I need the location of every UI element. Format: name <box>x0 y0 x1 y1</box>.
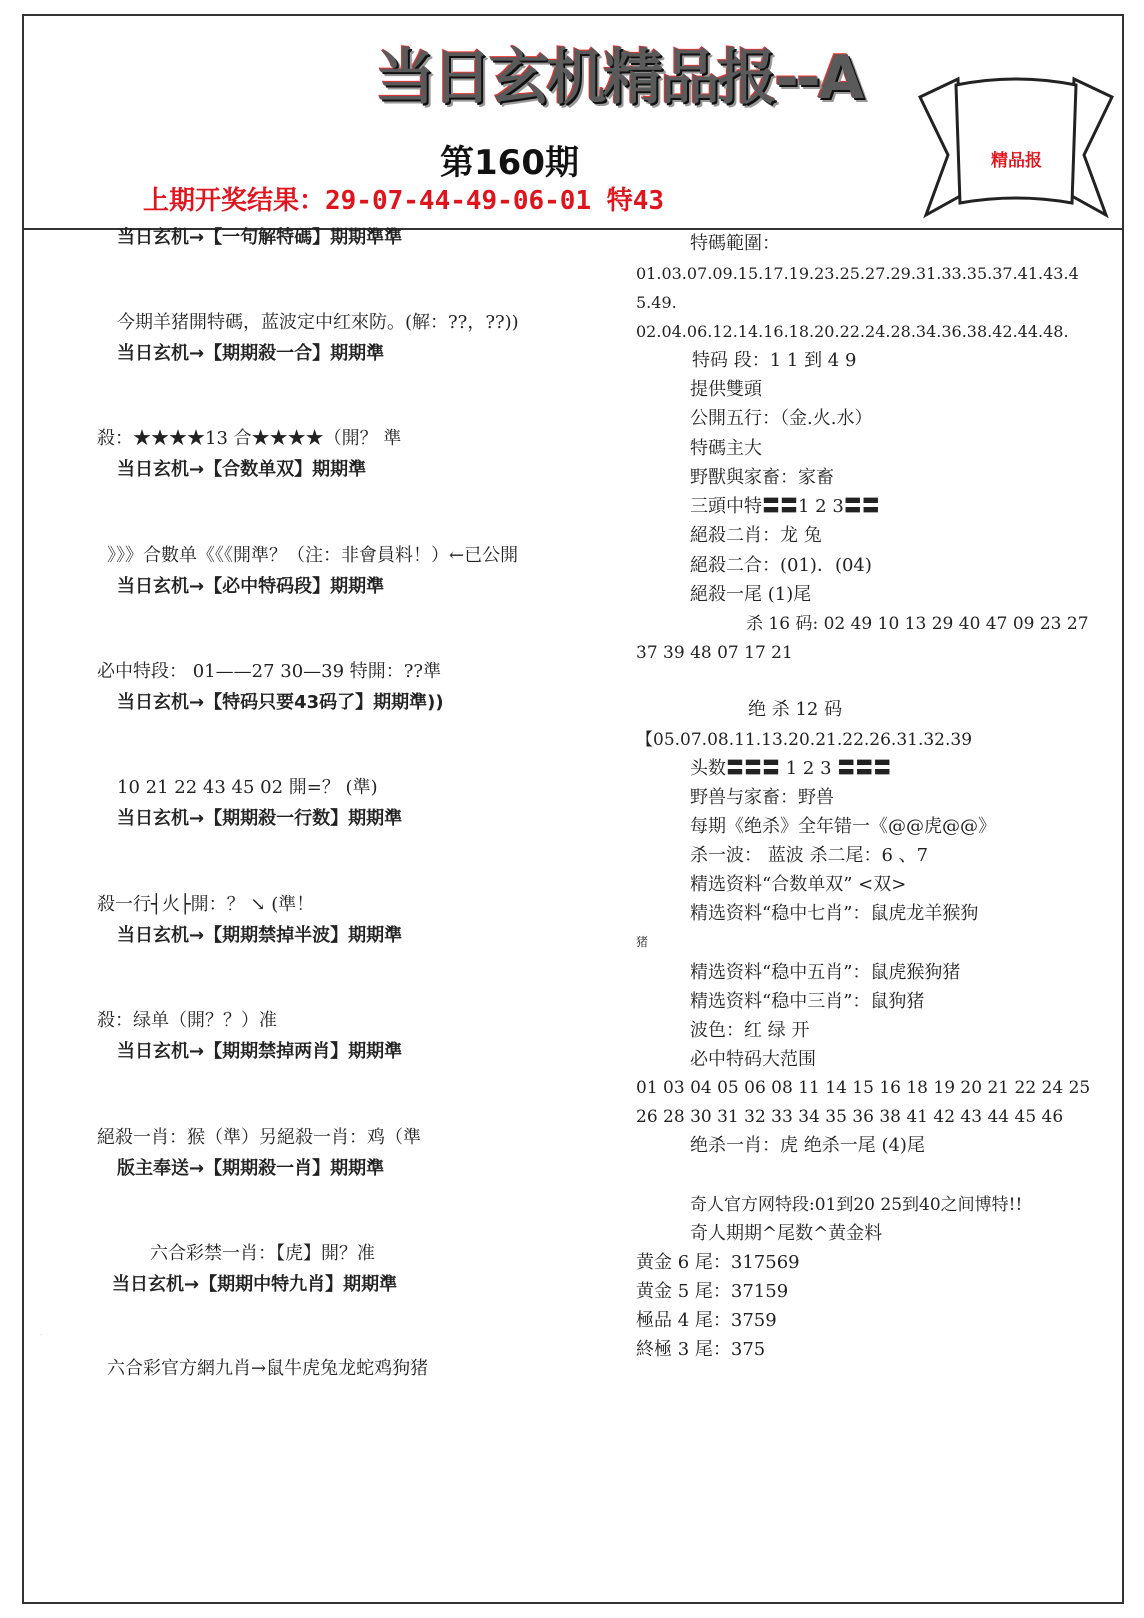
badge-label: 精品报 <box>991 151 1042 171</box>
right-line: 必中特码大范围 <box>690 1049 816 1070</box>
right-line: 猪 <box>636 935 649 949</box>
last-draw-result: 上期开奖结果：29-07-44-49-06-01 特43 <box>143 186 665 216</box>
stray-mark: . <box>40 1330 42 1337</box>
right-line: 絕殺二合：(01)．(04) <box>690 555 872 576</box>
right-line: 绝杀一肖：虎 绝杀一尾 (4)尾 <box>690 1135 925 1156</box>
right-line: 三頭中特〓〓1 2 3〓〓 <box>690 496 880 517</box>
right-line: 精选资料“合数单双” <双> <box>690 874 907 895</box>
right-line: 头数〓〓〓 1 2 3 〓〓〓 <box>690 758 892 779</box>
right-line: 終極 3 尾：375 <box>636 1339 766 1360</box>
left-line: 当日玄机→【必中特码段】期期準 <box>117 576 385 597</box>
right-line: 37 39 48 07 17 21 <box>636 643 793 663</box>
right-line: 02.04.06.12.14.16.18.20.22.24.28.34.36.38.42.44.48. <box>636 322 1069 341</box>
left-line: 殺：绿单（開？？）准 <box>97 1010 277 1031</box>
right-line: 杀 16 码: 02 49 10 13 29 40 47 09 23 27 <box>746 614 1089 634</box>
right-line: 野獸與家畜：家畜 <box>690 467 834 488</box>
left-line: 殺：★★★★13 合★★★★（開？ 準 <box>97 428 402 449</box>
right-line: 黄金 5 尾：37159 <box>636 1281 789 1302</box>
left-line: 今期羊猪開特碼，蓝波定中红來防。(解：??，??)) <box>117 312 519 333</box>
right-line: 野兽与家畜：野兽 <box>690 787 834 808</box>
right-line: 【05.07.08.11.13.20.21.22.26.31.32.39 <box>636 730 973 750</box>
right-line: 精选资料“稳中七肖”：鼠虎龙羊猴狗 <box>690 903 979 924</box>
left-line: 》》》合數单《《《開準？（注：非會員料！）←已公開 <box>107 545 519 566</box>
left-line: 絕殺一肖：猴（準）另絕殺一肖：鸡（準 <box>97 1127 421 1148</box>
right-line: 杀一波： 蓝波 杀二尾：6 、7 <box>690 845 929 866</box>
left-line: 当日玄机→【合数单双】期期準 <box>117 459 367 480</box>
left-line: 10 21 22 43 45 02 開=？ (準) <box>117 777 378 798</box>
left-line: 当日玄机→【一句解特碼】期期準準 <box>117 227 403 248</box>
right-line: 01 03 04 05 06 08 11 14 15 16 18 19 20 21 22 24 25 <box>636 1078 1091 1098</box>
right-line: 極品 4 尾：3759 <box>636 1310 777 1331</box>
right-line: 特码 段：1 1 到 4 9 <box>692 350 857 371</box>
left-line: 当日玄机→【期期殺一行数】期期準 <box>117 808 403 829</box>
right-line: 波色：红 绿 开 <box>690 1020 810 1041</box>
left-line: 殺一行┤火├開：？ ↘ (準！ <box>97 894 315 915</box>
right-line: 特碼主大 <box>690 438 762 459</box>
right-line: 26 28 30 31 32 33 34 35 36 38 41 42 43 44 45 46 <box>636 1107 1064 1127</box>
left-line: 版主奉送→【期期殺一肖】期期準 <box>117 1158 385 1179</box>
left-line: 当日玄机→【特码只要43码了】期期準)) <box>117 692 444 713</box>
right-line: 每期《绝杀》全年错一《@@虎@@》 <box>690 816 996 837</box>
left-line: 六合彩禁一肖：【虎】開？准 <box>150 1243 375 1264</box>
right-line: 5.49. <box>636 293 677 312</box>
left-line: 当日玄机→【期期禁掉两肖】期期準 <box>117 1041 403 1062</box>
left-line: 当日玄机→【期期禁掉半波】期期準 <box>117 925 403 946</box>
left-line: 必中特段： 01——27 30—39 特開：??準 <box>97 661 442 682</box>
right-line: 特碼範圍： <box>690 233 780 254</box>
left-line: 当日玄机→【期期殺一合】期期準 <box>117 343 385 364</box>
right-line: 公開五行：（金.火.水） <box>690 408 873 429</box>
right-line: 奇人官方网特段:01到20 25到40之间博特!! <box>690 1195 1023 1215</box>
right-line: 提供雙頭 <box>690 379 762 400</box>
right-line: 精选资料“稳中三肖”：鼠狗猪 <box>690 991 925 1012</box>
right-line: 精选资料“稳中五肖”：鼠虎猴狗猪 <box>690 962 961 983</box>
page-title: 当日玄机精品报--A <box>375 43 862 113</box>
right-line: 奇人期期^尾数^黄金料 <box>690 1223 883 1244</box>
issue-number: 第160期 <box>440 143 579 183</box>
left-line: 当日玄机→【期期中特九肖】期期準 <box>112 1274 398 1295</box>
right-line: 黄金 6 尾：317569 <box>636 1252 800 1273</box>
right-line: 绝 杀 12 码 <box>748 699 843 720</box>
right-line: 01.03.07.09.15.17.19.23.25.27.29.31.33.35.37.41.43.4 <box>636 264 1079 283</box>
right-line: 絕殺一尾 (1)尾 <box>690 584 812 605</box>
right-line: 絕殺二肖：龙 兔 <box>690 525 822 546</box>
left-line: 六合彩官方網九肖→鼠牛虎兔龙蛇鸡狗猪 <box>107 1358 429 1379</box>
